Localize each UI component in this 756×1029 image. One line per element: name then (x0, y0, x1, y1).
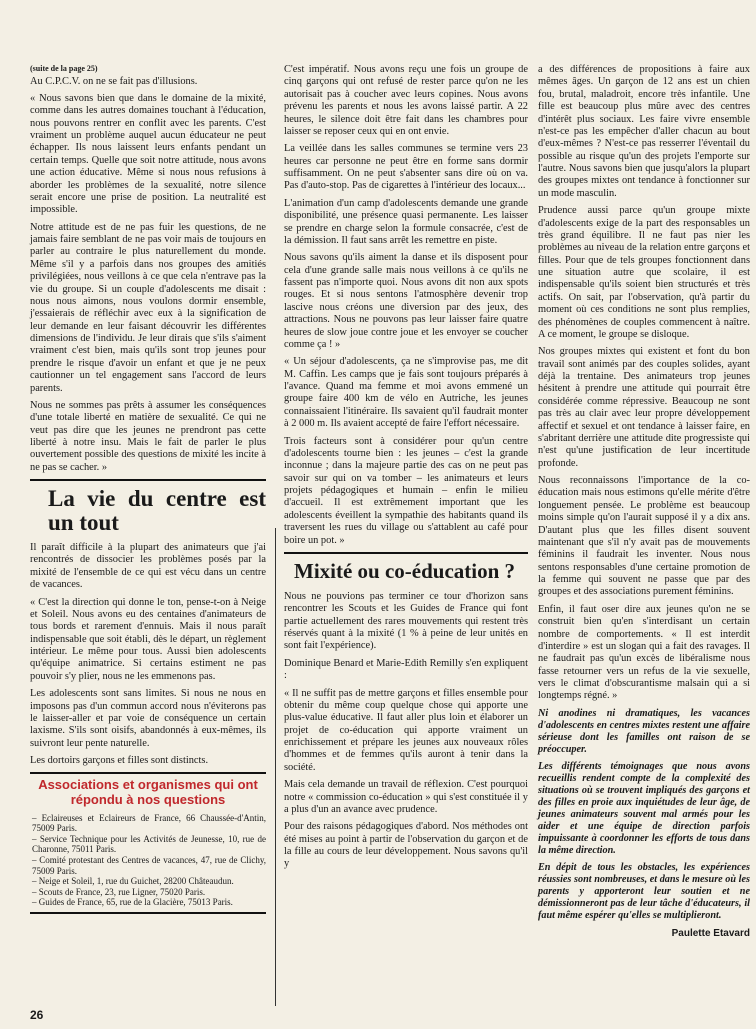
paragraph: Pour des raisons pédagogiques d'abord. Nos méthodes ont été mises au point à partir de l'observation du garçon et de la fille au cours de leur développement. Nous savons qu'il y (284, 821, 528, 870)
paragraph: Dominique Benard et Marie-Edith Remilly s'en expliquent : (284, 657, 528, 682)
paragraph: « Un séjour d'adolescents, ça ne s'improvise pas, me dit M. Caffin. Les camps que je fais sont toujours préparés à l'avance. Quand ma femme et moi avons emmené un groupe faire 400 km de vélo en Autriche, les jeunes connaissaient l'itinéraire. Ils savaient qu'il faudrait monter à 2 000 m. Ils avaient accepté de faire l'effort nécessaire. (284, 356, 528, 430)
section-rule (284, 552, 528, 554)
paragraph: Nous savons qu'ils aiment la danse et ils disposent pour cela d'une grande salle mais nous veillons à ce qu'ils ne fassent pas n'importe quoi. Nous avons dit non aux spots rouges. Et si nous sentons l'atmosphère devenir trop lascive nous créons une diversion par des jeux, des attractions. Nous ne pouvons pas leur laisser faire quatre heures de slow joue contre joue et les envoyer se coucher comme ça ! » (284, 252, 528, 350)
paragraph: Nos groupes mixtes qui existent et font du bon travail sont animés par des couples solides, ayant déjà la trentaine. Des animateurs trop jeunes hésitent à prendre une attitude qui pourrait être considérée comme répressive. Beaucoup ne sont pas très au clair avec leur propre développement affectif et sexuel et ont tendance à laisser faire, en s'abritant derrière une attitude dite progressiste qui n'est qu'une justification de leur incertitude profonde. (538, 346, 750, 469)
continuation-note: (suite de la page 25) (30, 64, 98, 73)
paragraph: « Il ne suffit pas de mettre garçons et filles ensemble pour obtenir du même coup quelque chose qui apporte une plus-value éducative. Il faut aller plus loin et élaborer un projet de co-éducation qui apporte vraiment un enrichissement et prépare les jeunes aux nouveaux rôles d'hommes et de femmes qu'ils auront à tenir dans la société. (284, 687, 528, 773)
paragraph: Nous ne sommes pas prêts à assumer les conséquences d'une totale liberté en matière de sexualité. Ce qui ne veut pas dire que les jeunes ne prendront pas cette liberté à notre insu. Mais le fait de parler le plus ouvertement possible des questions de mixité les incite à ne pas se cacher. » (30, 399, 266, 473)
paragraph: Il paraît difficile à la plupart des animateurs que j'ai rencontrés de dissocier les problèmes posés par la mixité de l'ensemble de ce qui est vécu dans un centre de vacances. (30, 542, 266, 591)
paragraph: Nous reconnaissons l'importance de la co-éducation mais nous estimons qu'elle mérite d'être longuement pensée. Le problème est beaucoup moins simple qu'on l'aurait supposé il y a dix ans. D'autant plus que les filles disent souvent maintenant que s'il n'y avait pas de mouvements féminins il faudrait les inventer. Nous nous sentons responsables d'une certaine promotion de la femme qui souvent ne passe que par des groupes et des associations purement féminins. (538, 475, 750, 598)
association-item: – Neige et Soleil, 1, rue du Guichet, 28200 Châteaudun. (32, 876, 234, 887)
association-item: – Guides de France, 65, rue de la Glacière, 75013 Paris. (32, 897, 233, 908)
paragraph: La veillée dans les salles communes se termine vers 23 heures car personne ne peut être en forme sans dormir suffisamment. On ne peut s'absenter sans dire où on va. Pas d'auto-stop. Pas de cigarettes à l'intérieur des locaux... (284, 143, 528, 192)
paragraph: Les dortoirs garçons et filles sont distincts. (30, 755, 209, 767)
conclusion-paragraph: Les différents témoignages que nous avons recueillis rendent compte de la complexité des situations où se trouvent impliqués des garçons et des filles en proie aux inquiétudes de leur âge, de jeunes animateurs souvent mal armés pour les aider et une équipe de direction parfois impuissante à coordonner les efforts de tous dans la même direction. (538, 760, 750, 857)
association-item: – Service Technique pour les Activités de Jeunesse, 10, rue de Charonne, 75011 Paris. (32, 833, 266, 855)
paragraph: Mais cela demande un travail de réflexion. C'est pourquoi notre « commission co-éducation » qui s'est constituée il y a plus d'un an avance avec prudence. (284, 779, 528, 815)
paragraph: « C'est la direction qui donne le ton, pense-t-on à Neige et Soleil. Nous avons eu des centaines d'animateurs de tous bords et rarement d'ennuis. Mais il nous paraît indispensable que soit établi, dès le départ, un règlement intérieur. Le même pour tous. Aussi bien adolescents qu'équipe animatrice. Si certains estiment ne pas pouvoir s'y plier, nous ne les emmenons pas. (30, 596, 266, 682)
associations-box-title: Associations et organismes qui ont répondu à nos questions (38, 777, 258, 807)
column-2 (284, 64, 528, 876)
paragraph: L'animation d'un camp d'adolescents demande une grande disponibilité, une présence quasi permanente. Les laisser se prendre en charge selon la formule consacrée, c'est de la démission. Il faut sans arrêt les remettre en piste. (284, 197, 528, 246)
column-1 (30, 64, 266, 914)
paragraph: Les adolescents sont sans limites. Si nous ne nous en imposons pas d'un commun accord nous n'éviterons pas le laisser-aller et par voie de conséquence un certain laxisme. S'ils sont oisifs, abandonnés à eux-mêmes, ils suivront leur pente naturelle. (30, 688, 266, 749)
conclusion-paragraph: Ni anodines ni dramatiques, les vacances d'adolescents en centres mixtes restent une affaire sérieuse dont les familles ont raison de se préoccuper. (538, 707, 750, 755)
column-3 (538, 64, 750, 940)
paragraph: Prudence aussi parce qu'un groupe mixte d'adolescents exige de la part des responsables un très grand équilibre. Il ne faut pas nier les problèmes au niveau de la relation entre garçons et filles. Pour que de tels groupes fonctionnent dans une situation autre que scolaire, il est indispensable qu'ils soient bien structurés et très actifs. On sait, par l'observation, qu'à partir du moment où ces conditions ne sont plus remplies, des phénomènes de couples commencent à naître. A ce moment, le groupe se disloque. (538, 205, 750, 340)
paragraph: C'est impératif. Nous avons reçu une fois un groupe de cinq garçons qui ont refusé de rester parce qu'on ne les autorisait pas à coucher avec leurs copines. Nous avons prévenu les parents et nous les avons laissé partir. A 22 heures, le silence doit être fait dans les chambres pour laisser se reposer ceux qui en ont envie. (284, 64, 528, 137)
paragraph: Nous ne pouvions pas terminer ce tour d'horizon sans rencontrer les Scouts et les Guides de France qui font partie actuellement des rares mouvements qui restent très réservés quant à la mixité (1 % à peine de leur unités en sont fait l'expérience). (284, 590, 528, 652)
section-heading-vie-du-centre: La vie du centre est un tout (48, 486, 266, 535)
section-rule (30, 479, 266, 481)
association-item: – Comité protestant des Centres de vacances, 47, rue de Clichy, 75009 Paris. (32, 854, 266, 876)
conclusion-paragraph: En dépit de tous les obstacles, les expériences réussies sont nombreuses, et dans le mesure où les parents y apporteront leur soutien et ne démissionneront pas de leur tâche d'éducateurs, il faut même espérer qu'elles se multiplieront. (538, 862, 750, 922)
column-divider (275, 528, 276, 1006)
author-signature: Paulette Etavard (671, 928, 750, 940)
paragraph: Notre attitude est de ne pas fuir les questions, de ne jamais faire semblant de ne pas voir mais de toujours en parler au contraire le plus naturellement du monde. Même s'il y a parfois dans nos groupes des amitiés privilégiées, nous veillons à ce que cela n'entrave pas la vie du groupe. Si un couple d'adolescents me disait : nous nous aimons, nous voulons dormir ensemble, j'essaierais de réfléchir avec eux à la signification de leur demande en leur faisant découvrir les différentes dimensions de l'individu. Je leur dirais que s'ils s'aiment vraiment c'est bien, mais qu'ils sont trop jeunes pour prendre le risque d'avoir un enfant et que je ne peux cautionner un tel engagement sans l'accord de leurs parents. (30, 221, 266, 394)
association-item: – Scouts de France, 23, rue Ligner, 75020 Paris. (32, 886, 206, 897)
paragraph: a des différences de propositions à faire aux mêmes âges. Un garçon de 12 ans est un chien fou, brutal, maladroit, encore très infantile. Une fille est beaucoup plus mûre avec des centres d'intérêt plus sociaux. Les faire vivre ensemble n'est-ce pas les empêcher d'aller chacun au bout d'eux-mêmes ? N'est-ce pas resserrer l'éventail du possible au risque qu'un des projets l'emporte sur l'autre. Nous savons bien que jusqu'alors la plupart des groupes mixtes ont tendance à fonctionner sur un mode masculin. (538, 64, 750, 199)
section-heading-mixite: Mixité ou co-éducation ? (294, 558, 516, 583)
paragraph: Trois facteurs sont à considérer pour qu'un centre d'adolescents tourne bien : les jeunes – c'est la grande inconnue ; dans la majeure partie des cas on ne peut pas savoir sur qui on va tomber – les animateurs et leurs projets pédagogiques et humain – enfin le milieu d'accueil. Il est extrêmement important que les adolescents éveillent la sympathie des habitants quand ils traversent les rues du village ou s'attablent au café pour boire un pot. » (284, 435, 528, 546)
page-number: 26 (30, 1008, 44, 1022)
associations-box (30, 772, 266, 914)
paragraph: Enfin, il faut oser dire aux jeunes qu'on ne se construit bien qu'en s'interdisant un certain nombre de comportements. « Il est interdit d'interdire » est un slogan qui a fait des ravages. Il ne faudrait pas qu'un excès de libéralisme nous fasse retourner vers un refus de la vie sexuelle, vers le climat d'obscurantisme malsain qui a si longtemps régné. » (538, 603, 750, 702)
paragraph: Au C.P.C.V. on ne se fait pas d'illusions. (30, 75, 198, 87)
association-item: – Eclaireuses et Eclaireurs de France, 66 Chaussée-d'Antin, 75009 Paris. (32, 812, 266, 834)
paragraph: « Nous savons bien que dans le domaine de la mixité, comme dans les autres domaines touchant à l'éducation, nous pouvons rentrer en conflit avec les parents. C'est vraiment un problème auquel aucun éducateur ne peut échapper. Ils nous laissent leurs enfants pendant un certain temps. Quelle que soit notre attitude, nous avons une action éducative. Même si nous nous refusions à aborder les problèmes de la sexualité, notre silence serait encore une prise de position. La neutralité est impossible. (30, 92, 266, 216)
